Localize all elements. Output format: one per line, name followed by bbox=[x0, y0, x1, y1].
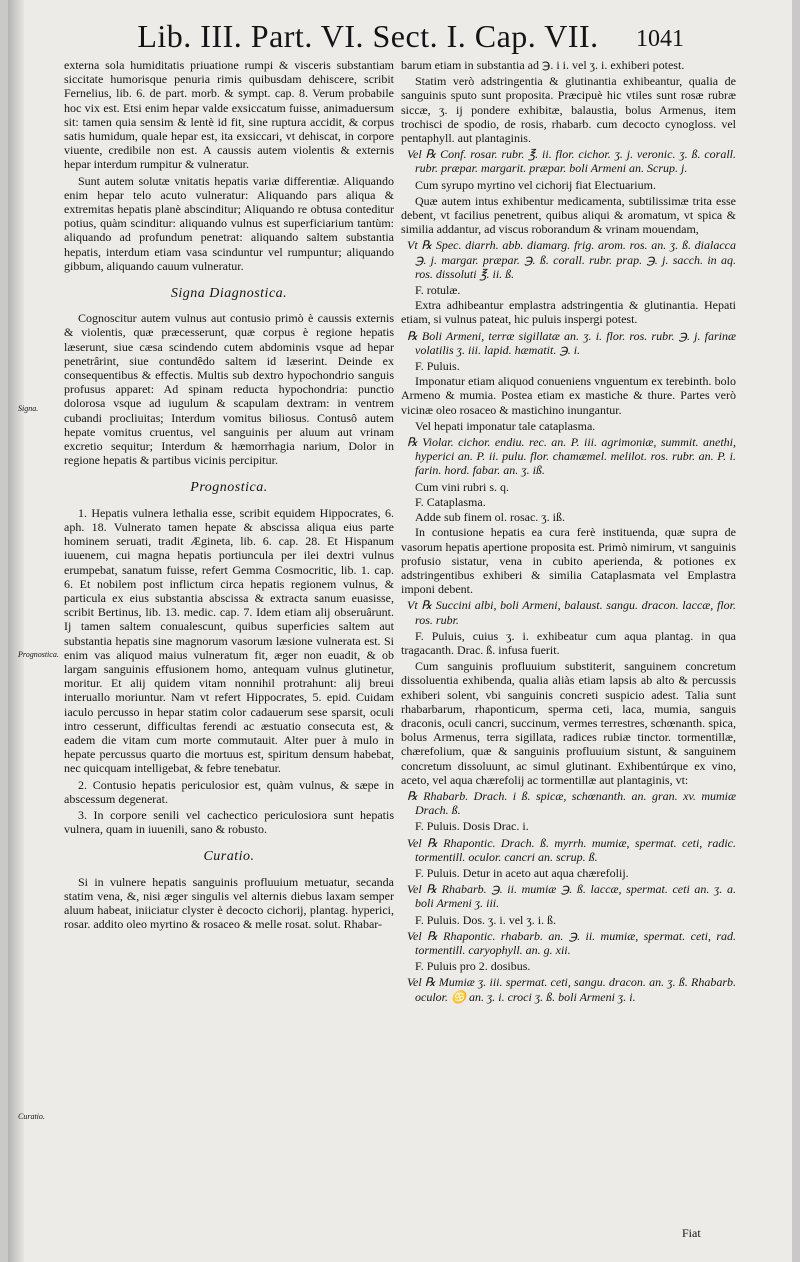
section-heading-signa: Signa Diagnostica. bbox=[170, 286, 288, 302]
recipe: ℞ Rhabarb. Drach. i ß. spicæ, schœnanth. an. gran. xv. mumiæ Drach. ß. bbox=[407, 788, 736, 818]
recipe: ℞ Violar. cichor. endiu. rec. an. P. iii. agrimoniæ, summit. anethi, hyperici an. P. ii. pulu. flor. chamæmel. melilot. ros. rubr. an. P. i. farin. hord. fabar. an. ʒ. iß. bbox=[407, 435, 736, 478]
recipe-instruction: F. Puluis. Detur in aceto aut aqua chærefolij. bbox=[415, 865, 629, 880]
section-heading-prognostica: Prognostica. bbox=[190, 480, 268, 496]
running-head-title: Lib. III. Part. VI. Sect. I. Cap. VII. bbox=[137, 18, 599, 54]
running-head bbox=[8, 18, 792, 58]
recipe: Vel ℞ Mumiæ ʒ. iii. spermat. ceti, sangu. dracon. an. ʒ. ß. Rhabarb. oculor. ♋ an. ʒ. i. croci ʒ. ß. boli Armeni ʒ. i. bbox=[407, 975, 736, 1004]
recipe: Vt ℞ Succini albi, boli Armeni, balaust. sangu. dracon. laccæ, flor. ros. rubr. bbox=[407, 598, 736, 627]
paragraph: Sunt autem solutæ vnitatis hepatis variæ differentiæ. Aliquando enim hepar telo acuto vulneratur: Aliquando pars aliqua & extremitas hepatis planè abscinditur; Aliquando re obtusa conteditur potius, quàm scinditur: aliquando vulnus est superficiarium tantùm: aliquando ad profundum penetrat: aliquando saltem substantia hepatis, interdum etiam vasa scinduntur vel rumpuntur; aliquando gibbum, aliquando cauum vulneratur. bbox=[64, 173, 394, 273]
paragraph: externa sola humiditatis priuatione rumpi & visceris substantiam siccitate humorisque penuria rimis quibusdam dehiscere, scribit Fernelius, lib. 6. de part. morb. & sympt. cap. 8. Verum probabile hoc vix est. Etsi enim hepar valde exsiccatum fuisse, animaduersum sit: tamen quia sensim & lentè id fit, sine ruptura accidit, & corpus satis humidum, quale hepar est, ita exsiccari, vt dehiscat, in corpore viuente, credibile non est. A caussis autem violentis & externis hepar interdum rumpitur & vulneratur. bbox=[64, 58, 394, 172]
recipe-instruction: F. Puluis pro 2. dosibus. bbox=[415, 959, 531, 974]
margin-note-prognostica: Prognostica. bbox=[18, 650, 59, 659]
recipe: ℞ Boli Armeni, terræ sigillatæ an. ʒ. i. flor. ros. rubr. ℈. j. farinæ volatilis ʒ. iii. lapid. hæmatit. ℈. i. bbox=[407, 328, 736, 357]
paragraph: Quæ autem intus exhibentur medicamenta, subtilissimæ trita esse debent, vt facilius penetrent, quibus aliqui & aromatum, vt spica & similia addantur, ad viscus roborandum & vrinam mouendam, bbox=[401, 193, 736, 237]
paragraph: In contusione hepatis ea cura ferè instituenda, quæ supra de vasorum hepatis apertione proposita est. Primò nimirum, vt sanguinis profusio sistatur, vena in cubito aperienda, & potiones ex adstringentibus exhiberi & similia Cataplasmata vel Emplastra imponi debent. bbox=[401, 525, 736, 597]
prognosis-item: 2. Contusio hepatis periculosior est, quàm vulnus, & sæpe in abscessum degenerat. bbox=[64, 777, 394, 806]
book-page bbox=[8, 0, 792, 1262]
paragraph: F. Puluis, cuius ʒ. i. exhibeatur cum aqua plantag. in qua tragacanth. Drac. ß. infusa fuerit. bbox=[401, 628, 736, 657]
recipe: Vel ℞ Rhabarb. ℈. ii. mumiæ ℈. ß. laccæ, spermat. ceti an. ʒ. a. boli Armeni ʒ. iii. bbox=[407, 882, 736, 911]
paragraph: Extra adhibeantur emplastra adstringentia & glutinantia. Hepati etiam, si vulnus pateat, hic puluis inspergi potest. bbox=[401, 298, 736, 327]
paragraph: Imponatur etiam aliquod conueniens vnguentum ex terebinth. bolo Armeno & mumia. Postea etiam ex mastiche & thure. Partes verò vicinæ oleo rosaceo & mastichino inungantur. bbox=[401, 374, 736, 417]
recipe-instruction: F. Cataplasma. bbox=[415, 494, 486, 509]
recipe: Vt ℞ Spec. diarrh. abb. diamarg. frig. arom. ros. an. ʒ. ß. dialacca ℈. j. margar. præpar. ℈. ß. corall. rubr. prap. ℈. j. sacch. in aq. ros. dissoluti ℥. ii. ß. bbox=[407, 238, 736, 281]
paragraph: Cum sanguinis profluuium substiterit, sanguinem concretum dissoluentia exhibenda, qualia aliàs etiam lapsis ab alto & percussis exhiberi solent, vbi sanguinis concreti suspicio adest. Talia sunt rhabarbarum, rhaponticum, sperma ceti, laca, mumia, sanguis draconis, oculi cancri, succinum, vermes terrestres, schœnanth. spica, bolus Armenus, terra sigillata, radices rubiæ tinctor. tormentillæ, chærefolium, quæ & sanguinis profluuium sistunt, & sanguinem concretum dissoluunt, ac simul glutinant. Exhibentúrque ex vino, aceto, vel aqua chærefolij ac tormentillæ aut plantaginis, vt: bbox=[401, 659, 736, 787]
prognosis-item: 1. Hepatis vulnera lethalia esse, scribit equidem Hippocrates, 6. aph. 18. Vulnerato tamen hepate & abscissa aliqua eius parte hominem seruati, tradit Ægineta, lib. 6. cap. 28. Et Hispanum iuuenem, cui magna hepatis portiuncula per ilei dextri vulnus erumpebat, sanatum fuisse, refert Gemma Cosmocritic, lib. 1. cap. 6. Et nobilem post inflictum circa hepatis regionem vulnus, & particula ex eius substantia abscissa & extracta sanum euasisse, scribit Bertinus, lib. 13. medic. cap. 7. Idem etiam alij obseruârunt. Ij tamen saltem conualescunt, quibus superficies saltem aut substantia hepatis sine magnorum vasorum læsione vulnerata est. Si enim vas aliquod maius vulneratum fit, æger non euadit, & ob largam sanguinis effusionem homo, antequam vulnus glutinetur, moritur. Et alij quidem vitam nonnihil protrahunt: alij breui interuallo moriuntur. Nam vt refert Hippocrates, 5. epid. Cuidam iaculo percusso in hepar statim color cadauerum sese sparsit, oculi intro cesserunt, difficultas ferendi ac æstuatio consecuta est, & eadem die vitam cum morte commutauit. Alter puer à mulo in hepate percussus quarto die mortuus est, spiritum densum habebat, nec quicquam intelligebat, & febre tenebatur. bbox=[64, 505, 394, 776]
recipe-instruction: F. Puluis. bbox=[415, 359, 460, 374]
recipe: Vel ℞ Conf. rosar. rubr. ℥. ii. flor. cichor. ʒ. j. veronic. ʒ. ß. corall. rubr. præpar. margarit. præpar. boli Armeni an. Scrup. j. bbox=[407, 147, 736, 176]
paragraph: Cum syrupo myrtino vel cichorij fiat Electuarium. bbox=[415, 177, 656, 192]
left-text-column bbox=[64, 58, 394, 933]
prognosis-item: 3. In corpore senili vel cachectico periculosiora sunt hepatis vulnera, quam in iuuenili, sano & robusto. bbox=[64, 807, 394, 837]
margin-note-curatio: Curatio. bbox=[18, 1112, 45, 1121]
right-text-column bbox=[401, 58, 736, 1006]
recipe: Vel ℞ Rhapontic. rhabarb. an. ℈. ii. mumiæ, spermat. ceti, rad. tormentill. caryophyll. an. g. xii. bbox=[407, 928, 736, 957]
paragraph: Si in vulnere hepatis sanguinis profluuium metuatur, secanda statim vena, &, nisi æger singulis vel alternis diebus laxam semper aluum habeat, iniiciatur clyster è decocto cichorij, plantag. hyperici, rosar. addito oleo myrtino & rosaceo & melle rosat. solut. Rhabar- bbox=[64, 874, 394, 932]
recipe: Vel ℞ Rhapontic. Drach. ß. myrrh. mumiæ, spermat. ceti, radic. tormentill. oculor. cancri an. scrup. ß. bbox=[407, 835, 736, 864]
recipe-instruction: Adde sub finem ol. rosac. ʒ. iß. bbox=[415, 510, 565, 525]
paragraph: Vel hepati imponatur tale cataplasma. bbox=[415, 418, 596, 433]
paragraph: barum etiam in substantia ad ℈. i i. vel ʒ. i. exhiberi potest. bbox=[401, 58, 685, 72]
page-gutter-shadow bbox=[8, 0, 24, 1262]
recipe-instruction: F. Puluis. Dos. ʒ. i. vel ʒ. i. ß. bbox=[415, 912, 557, 927]
section-heading-curatio: Curatio. bbox=[203, 849, 255, 865]
margin-note-signa: Signa. bbox=[18, 404, 39, 413]
catchword: Fiat bbox=[682, 1226, 701, 1240]
recipe-instruction: F. Puluis. Dosis Drac. i. bbox=[415, 819, 529, 834]
recipe-instruction: Cum vini rubri s. q. bbox=[415, 479, 510, 494]
recipe-instruction: F. rotulæ. bbox=[415, 283, 461, 298]
paragraph: Cognoscitur autem vulnus aut contusio primò è caussis externis & violentis, quæ præcesserunt, quæ corpus è regione hepatis læserunt, siue cæsa scindendo cutem abdominis vsque ad hepar penetrârint, siue contundêdo saltem id læserint. Deinde ex consequentibus & effectis. Multis sub dextro hypochondrio sanguis profusus apparet: Ad spinam reducta hypochondria: punctio dolorosa vsque ad iugulum & scapulam dextram: in ventrem cubandi procliuitas; Interdum vomitus biliosus. Contusô autem hepate vomitus cruentus, vel sanguinis per aluum aut vrinam excretio sequitur; Interdum & hæmorrhagia narium, Dolor in regione hepatis & partibus vicinis percipitur. bbox=[64, 311, 394, 468]
paragraph: Statim verò adstringentia & glutinantia exhibeantur, qualia de sanguinis sputo sunt proposita. Præcipuè hic vtiles sunt rosæ rubræ siccæ, ʒ. ij pondere exhibitæ, balaustia, bolus Armenus, item trochisci de spodio, de rosis, rhabarb. cum decocto cynogloss. vel pentaphyll. aut plantaginis. bbox=[401, 74, 736, 146]
page-number: 1041 bbox=[636, 26, 684, 52]
